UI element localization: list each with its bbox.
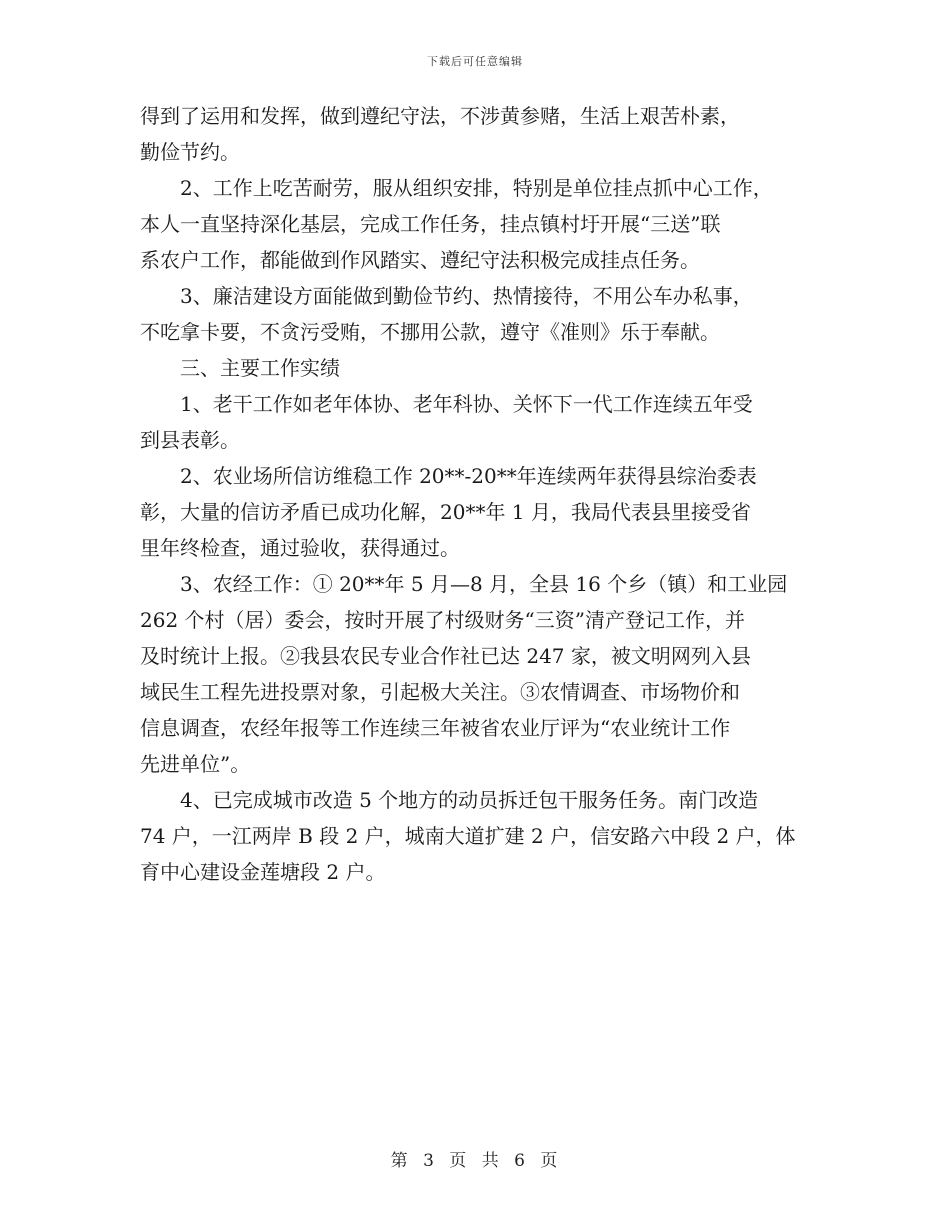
text-line: 3、农经工作：① 20**年 5 月—8 月，全县 16 个乡（镇）和工业园 — [180, 572, 788, 596]
page-header: 下载后可任意编辑 — [427, 55, 523, 68]
text-line: 及时统计上报。②我县农民专业合作社已达 247 家，被文明网列入县 — [140, 644, 751, 668]
text-line: 到县表彰。 — [140, 428, 240, 452]
section-heading: 三、主要工作实绩 — [180, 356, 340, 380]
page-number: 第 3 页 共 6 页 — [390, 1151, 560, 1171]
text-line: 本人一直坚持深化基层，完成工作任务，挂点镇村圩开展“三送”联 — [140, 212, 721, 236]
text-line: 勤俭节约。 — [140, 140, 240, 164]
text-line: 先进单位”。 — [140, 752, 251, 776]
text-line: 域民生工程先进投票对象，引起极大关注。③农情调查、市场物价和 — [140, 680, 740, 704]
text-line: 得到了运用和发挥，做到遵纪守法，不涉黄参赌，生活上艰苦朴素， — [140, 104, 740, 128]
text-line: 262 个村（居）委会，按时开展了村级财务“三资”清产登记工作，并 — [140, 608, 745, 632]
text-line: 信息调查，农经年报等工作连续三年被省农业厅评为“农业统计工作 — [140, 716, 731, 740]
text-line: 3、廉洁建设方面能做到勤俭节约、热情接待，不用公车办私事， — [180, 284, 753, 308]
text-line: 2、工作上吃苦耐劳，服从组织安排，特别是单位挂点抓中心工作， — [180, 176, 773, 200]
text-line: 里年终检查，通过验收，获得通过。 — [140, 536, 460, 560]
text-line: 不吃拿卡要，不贪污受贿，不挪用公款，遵守《准则》乐于奉献。 — [140, 320, 720, 344]
text-line: 系农户工作，都能做到作风踏实、遵纪守法积极完成挂点任务。 — [140, 248, 700, 272]
document-body — [140, 98, 818, 890]
text-line: 1、老干工作如老年体协、老年科协、关怀下一代工作连续五年受 — [180, 392, 753, 416]
text-line: 2、农业场所信访维稳工作 20**-20**年连续两年获得县综治委表 — [180, 464, 757, 488]
text-line: 彰，大量的信访矛盾已成功化解，20**年 1 月，我局代表县里接受省 — [140, 500, 751, 524]
text-line: 育中心建设金莲塘段 2 户。 — [140, 860, 386, 884]
text-line: 74 户，一江两岸 B 段 2 户，城南大道扩建 2 户，信安路六中段 2 户，体 — [140, 824, 796, 848]
text-line: 4、已完成城市改造 5 个地方的动员拆迁包干服务任务。南门改造 — [180, 788, 759, 812]
